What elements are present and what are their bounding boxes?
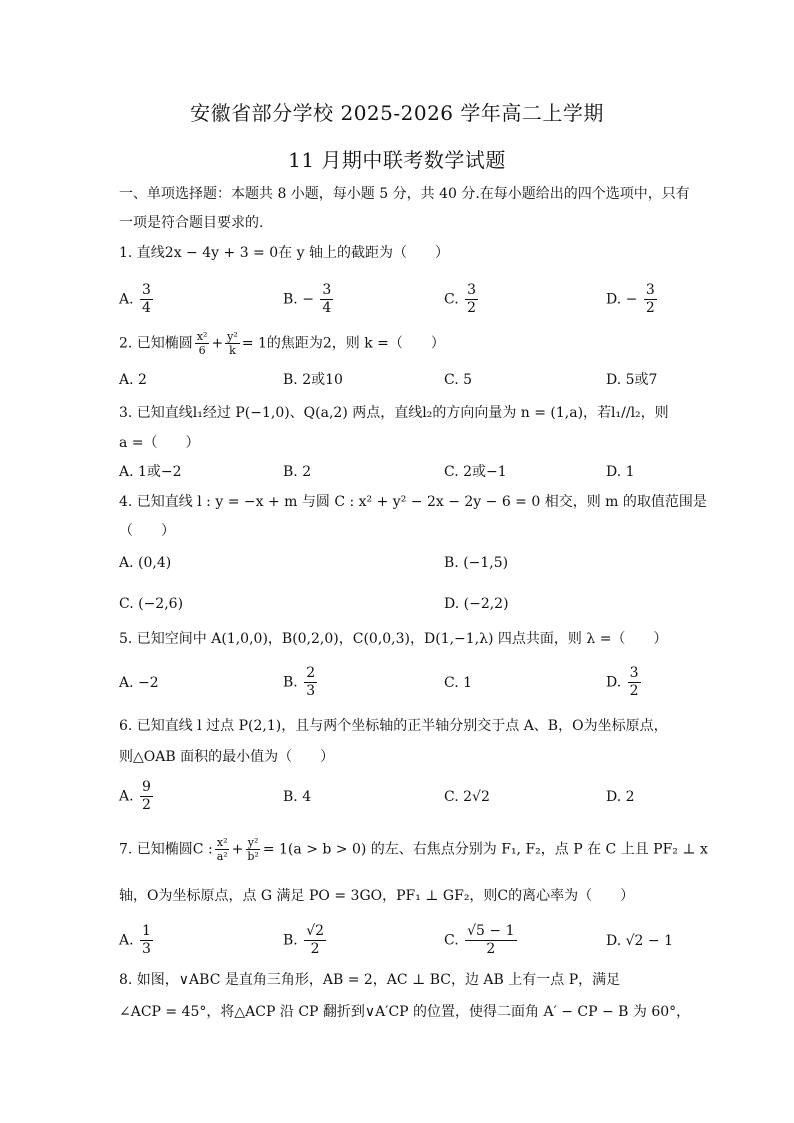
fraction: $\frac{\text{y²}}{\text{b²}}$ <box>247 836 259 863</box>
question-6-stem-line-1: 6. 已知直线 l 过点 P(2,1)，且与两个坐标轴的正半轴分别交于点 A、B，O为坐标原点， <box>119 718 668 734</box>
question-7-stem-line-1: 7. 已知椭圆C : $\frac{\text{x²}}{\text{a²}}$ + $\frac{\text{y²}}{\text{b²}}$ = 1(a > b > 0) 的左、右焦点分别为 F₁, F₂，点 P 在 C 上且 PF₂ ⊥ x <box>119 836 708 863</box>
question-6-option-d: D. 2 <box>606 789 635 805</box>
question-4-option-b: B. (−1,5) <box>444 555 509 571</box>
question-3-option-b: B. 2 <box>283 464 312 480</box>
question-4-option-d: D. (−2,2) <box>444 596 509 612</box>
fraction: $\frac{\text{x²}}{\text{a²}}$ <box>216 836 228 863</box>
fraction: $\frac{9}{2}$ <box>142 779 151 813</box>
fraction: $\frac{\text{y²}}{k}$ <box>227 330 238 357</box>
question-3-option-d: D. 1 <box>606 464 635 480</box>
fraction: $\frac{3}{2}$ <box>467 282 477 316</box>
fraction: $\frac{\text{x²}}{6}$ <box>196 330 208 357</box>
question-1-option-c: C. $\frac{3}{2}$ <box>444 282 477 316</box>
question-1-option-d: D. − $\frac{3}{2}$ <box>606 282 655 316</box>
exam-title-line-1: 安徽省部分学校 2025-2026 学年高二上学期 <box>190 101 604 125</box>
question-6-stem-line-2: 则△OAB 面积的最小值为（ ） <box>119 749 335 765</box>
question-8-stem-line-2: ∠ACP = 45°，将△ACP 沿 CP 翻折到∨A′CP 的位置，使得二面角 A′ − CP − B 为 60°， <box>119 1004 691 1020</box>
question-2-option-d: D. 5或7 <box>606 372 658 388</box>
question-6-option-c: C. 2√2 <box>444 789 490 805</box>
question-6-option-b: B. 4 <box>283 789 312 805</box>
question-4-option-c: C. (−2,6) <box>119 596 184 612</box>
fraction: $\frac{3}{2}$ <box>629 665 639 699</box>
question-3-stem-line-1: 3. 已知直线l₁经过 P(−1,0)、Q(a,2) 两点，直线l₂的方向向量为 n = (1,a)，若l₁//l₂，则 <box>119 405 669 421</box>
fraction: $\frac{1}{3}$ <box>142 923 151 957</box>
question-8-stem-line-1: 8. 如图，∨ABC 是直角三角形，AB = 2，AC ⊥ BC，边 AB 上有一点 P，满足 <box>119 972 621 988</box>
question-5-stem: 5. 已知空间中 A(1,0,0)，B(0,2,0)，C(0,0,3)，D(1,−1,λ) 四点共面，则 λ =（ ） <box>119 631 668 647</box>
fraction: $\frac{3}{2}$ <box>645 282 655 316</box>
exam-title-line-2: 11 月期中联考数学试题 <box>288 148 506 172</box>
question-4-option-a: A. (0,4) <box>119 555 172 571</box>
question-3-stem-line-2: a =（ ） <box>119 435 200 451</box>
question-3-option-c: C. 2或−1 <box>444 464 507 480</box>
fraction: $\frac{3}{4}$ <box>322 282 332 316</box>
question-6-option-a: A. $\frac{9}{2}$ <box>119 779 151 813</box>
question-7-option-b: B. $\frac{√2}{2}$ <box>283 923 325 957</box>
question-4-stem-line-2: （ ） <box>119 523 175 539</box>
section-instruction-line-1: 一、单项选择题：本题共 8 小题，每小题 5 分，共 40 分.在每小题给出的四个选项中，只有 <box>119 186 690 202</box>
question-2-option-b: B. 2或10 <box>283 372 343 388</box>
fraction: $\frac{√5 - 1}{2}$ <box>467 923 515 957</box>
question-4-stem-line-1: 4. 已知直线 l : y = −x + m 与圆 C : x² + y² − 2x − 2y − 6 = 0 相交，则 m 的取值范围是 <box>119 494 707 510</box>
question-5-option-c: C. 1 <box>444 675 473 691</box>
question-1-option-b: B. − $\frac{3}{4}$ <box>283 282 332 316</box>
question-5-option-a: A. −2 <box>119 675 159 691</box>
question-2-option-a: A. 2 <box>119 372 147 388</box>
question-7-stem-line-2: 轴，O为坐标原点，点 G 满足 PO = 3GO，PF₁ ⊥ GF₂，则C的离心率为（ ） <box>119 888 635 904</box>
question-2-option-c: C. 5 <box>444 372 473 388</box>
question-2-stem: 2. 已知椭圆 $\frac{\text{x²}}{6}$ + $\frac{\text{y²}}{k}$ = 1的焦距为2，则 k =（ ） <box>119 330 445 357</box>
fraction: $\frac{3}{4}$ <box>142 282 151 316</box>
question-5-option-d: D. $\frac{3}{2}$ <box>606 665 639 699</box>
question-7-option-a: A. $\frac{1}{3}$ <box>119 923 151 957</box>
fraction: $\frac{2}{3}$ <box>306 665 316 699</box>
question-7-option-c: C. $\frac{√5 - 1}{2}$ <box>444 923 515 957</box>
question-3-option-a: A. 1或−2 <box>119 464 182 480</box>
question-5-option-b: B. $\frac{2}{3}$ <box>283 665 316 699</box>
question-7-option-d: D. √2 − 1 <box>606 933 673 949</box>
section-instruction-line-2: 一项是符合题目要求的. <box>119 215 264 231</box>
question-1-stem: 1. 直线2x − 4y + 3 = 0在 y 轴上的截距为（ ） <box>119 245 449 261</box>
fraction: $\frac{√2}{2}$ <box>306 923 325 957</box>
question-1-option-a: A. $\frac{3}{4}$ <box>119 282 151 316</box>
